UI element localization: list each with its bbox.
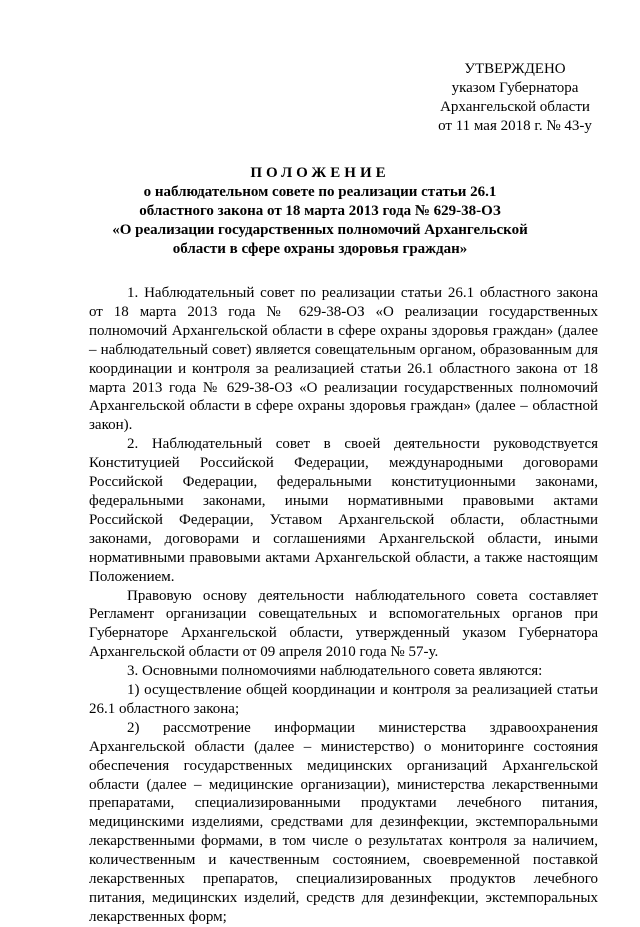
approval-date: от 11 мая 2018 г. № 43-у (438, 118, 592, 134)
paragraph-2: 2. Наблюдательный совет в своей деятельности руководствуется Конституцией Российской Федерации, международными договорами Российской Федерации, федеральными конституционными законами, федеральными законами, иными нормативными правовыми актами Российской Федерации, Уставом Архангельской области, областными законами, договорами и соглашениями Архангельской области, иными нормативными правовыми актами Архангельской области, а также настоящим Положением. (89, 436, 598, 585)
title-line: о наблюдательном совете по реализации статьи 26.1 (143, 184, 497, 200)
approval-authority: указом Губернатора (451, 80, 579, 96)
paragraph-3-item-1: 1) осуществление общей координации и контроля за реализацией статьи 26.1 областного закона; (89, 682, 598, 717)
title-line: «О реализации государственных полномочий Архангельской (112, 222, 528, 238)
approval-region: Архангельской области (440, 99, 590, 115)
paragraph-3: 3. Основными полномочиями наблюдательного совета являются: (127, 663, 543, 680)
title-line: областного закона от 18 марта 2013 года № 629-38-ОЗ (139, 203, 501, 219)
title-line: области в сфере охраны здоровья граждан» (172, 241, 468, 257)
paragraph-3-item-2: 2) рассмотрение информации министерства здравоохранения Архангельской области (далее – министерство) о мониторинге состояния обеспечения государственных медицинских организаций Архангельской области (далее – медицинские организации), министерства лекарственными препаратами, специализированными продуктами лечебного питания, медицинскими изделиями, средствами для дезинфекции, экстемпоральными лекарственными формами, в том числе о результатах контроля за наличием, количественным и качественным состоянием, своевременной поставкой лекарственных препаратов, специализированных продуктов лечебного питания, медицинских изделий, средств для дезинфекции, экстемпоральных лекарственных форм; (89, 719, 598, 925)
document-title (88, 164, 552, 259)
approval-stamp (420, 60, 610, 136)
document-body (89, 284, 598, 927)
paragraph-1: 1. Наблюдательный совет по реализации статьи 26.1 областного закона от 18 марта 2013 года № 629-38-ОЗ «О реализации государственных полномочий Архангельской области в сфере охраны здоровья граждан» (далее – наблюдательный совет) является совещательным органом, образованным для координации и контроля за реализацией статьи 26.1 областного закона от 18 марта 2013 года № 629-38-ОЗ «О реализации государственных полномочий Архангельской области в сфере охраны здоровья граждан» (далее – областной закон). (89, 285, 598, 434)
title-heading: ПОЛОЖЕНИЕ (250, 165, 390, 181)
approval-status: УТВЕРЖДЕНО (464, 61, 566, 77)
paragraph-legal-basis: Правовую основу деятельности наблюдательного совета составляет Регламент организации совещательных и вспомогательных органов при Губернаторе Архангельской области, утвержденный указом Губернатора Архангельской области от 09 апреля 2010 года № 57-у. (89, 587, 598, 661)
